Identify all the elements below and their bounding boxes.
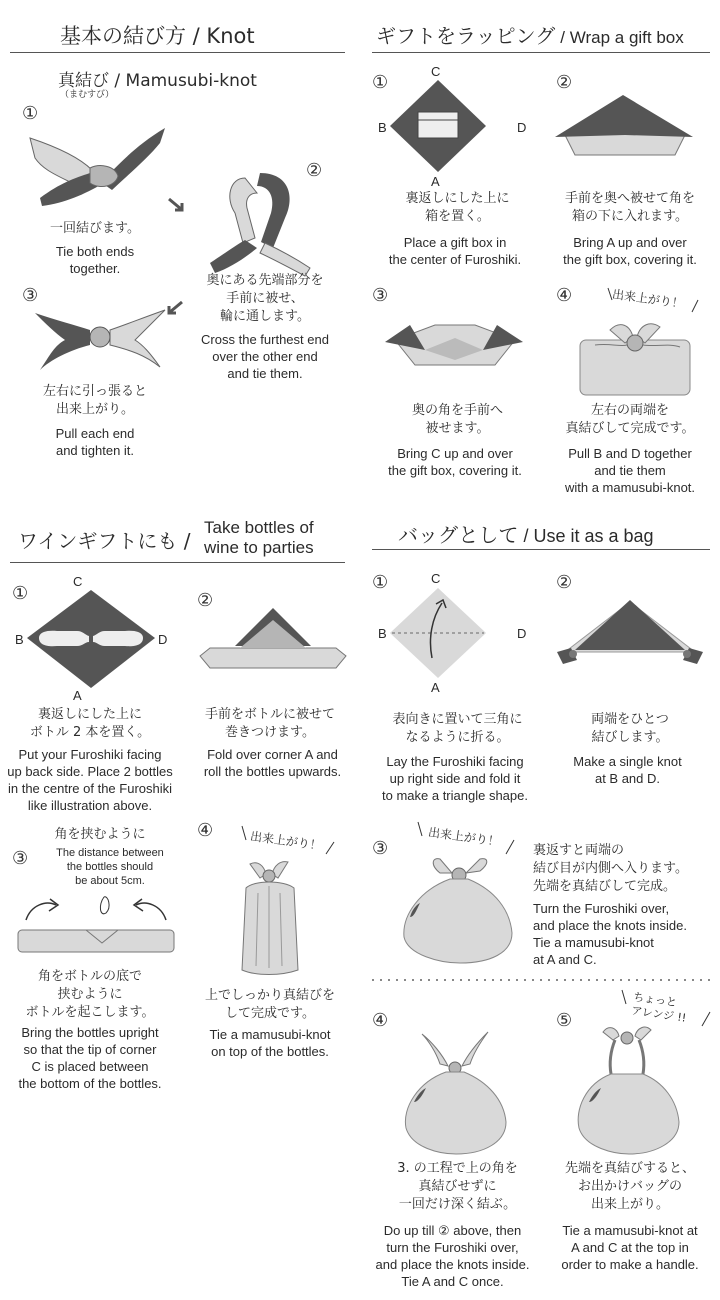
knot-step3-jp: 左右に引っ張ると 出来上がり。 [42, 384, 147, 417]
bag-step5-en: Tie a mamusubi-knot at A and C at the top in order to make a handle. [561, 1223, 699, 1272]
wine-step3-illustration [16, 885, 176, 955]
arrow-down-right-icon [165, 195, 189, 219]
gift-section-title [376, 20, 684, 49]
bag-step4-jp: 3. の工程で上の角を 真結びせずに 一回だけ深く結ぶ。 [397, 1161, 518, 1212]
bag-step3-en: Turn the Furoshiki over, and place the knots inside. Tie a mamusubi-knot at A and C. [533, 901, 687, 967]
knot-step1-jp: 一回結びます。 [50, 221, 140, 236]
gift-step4-number: ④ [556, 285, 573, 306]
bag-step4-en: Do up till ② above, then turn the Furoshiki over, and place the knots inside. Tie A and C once. [375, 1223, 530, 1289]
gift-step4-en: Pull B and D together and tie them with a mamusubi-knot. [564, 446, 696, 495]
wine-step4-illustration [236, 858, 306, 978]
gift-step1-jp: 裏返しにした上に 箱を置く。 [405, 191, 510, 224]
gift-step2-en: Bring A up and over the gift box, covering it. [563, 235, 697, 267]
gift-step3-number: ③ [372, 285, 389, 306]
gift-step4-jp: 左右の両端を 真結びして完成です。 [565, 403, 695, 436]
wine-step3-en: Bring the bottles upright so that the tip of corner C is placed between the bottom of the bottles. [18, 1025, 162, 1091]
wine-step1-en: Put your Furoshiki facing up back side. Place 2 bottles in the centre of the Furoshiki like illustration above. [7, 747, 173, 813]
bag-title-jp: バッグとして [398, 523, 519, 547]
wine-step2-number: ② [197, 590, 214, 611]
bag-step2-en: Make a single knot at B and D. [573, 754, 682, 786]
gift-step3-en: Bring C up and over the gift box, covering it. [388, 446, 522, 478]
gift-step1-illustration [390, 80, 516, 176]
bag-step3-illustration [400, 855, 520, 965]
bag-done-marks [414, 822, 514, 858]
wine-title-en: Take bottles of wine to parties [204, 518, 314, 557]
bag-step4-number: ④ [372, 1010, 389, 1031]
bag-step5-jp: 先端を真結びすると、 お出かけバッグの 出来上がり。 [564, 1161, 695, 1212]
gift-corner-d: D [517, 120, 527, 135]
wine-step2-illustration [200, 608, 346, 670]
wine-corner-c: C [73, 574, 83, 589]
gift-step1-number: ① [372, 72, 389, 93]
wine-step1-illustration [27, 590, 155, 690]
bag-step1-number: ① [372, 572, 389, 593]
bag-step1-en: Lay the Furoshiki facing up right side and fold it to make a triangle shape. [382, 754, 528, 803]
gift-step3-jp: 奥の角を手前へ 被せます。 [411, 403, 503, 436]
knot-step2-number: ② [306, 160, 323, 181]
gift-title-en: / Wrap a gift box [560, 28, 684, 47]
gift-done-note: 出来上がり！ [611, 287, 685, 311]
knot-step1-illustration [30, 128, 170, 208]
knot-step2-illustration [205, 168, 315, 278]
knot-step3-en: Pull each end and tighten it. [55, 426, 135, 458]
wine-corner-d: D [158, 632, 168, 647]
knot-step3-illustration [35, 305, 165, 375]
wine-corner-b: B [15, 632, 24, 647]
gift-corner-c: C [431, 64, 441, 79]
bag-step3-number: ③ [372, 838, 389, 859]
arrow-down-left-icon [162, 298, 186, 322]
bag-step1-jp: 表向きに置いて三角に なるように折る。 [392, 712, 523, 745]
knot-subtitle-ruby: （まむすび） [60, 90, 115, 100]
gift-step4-illustration [575, 315, 695, 395]
wine-step1-jp: 裏返しにした上に ボトル 2 本を置く。 [29, 707, 151, 740]
gift-done-marks [602, 286, 702, 312]
wine-step4-number: ④ [197, 820, 214, 841]
bag-step4-illustration [400, 1030, 510, 1155]
bag-title-en: / Use it as a bag [523, 526, 654, 546]
wine-done-marks [238, 826, 338, 856]
wine-done-note: 出来上がり！ [249, 829, 323, 853]
bag-step2-jp: 両端をひとつ 結びします。 [591, 712, 669, 745]
knot-step1-en: Tie both ends together. [55, 244, 135, 276]
knot-title-divider [10, 52, 345, 53]
gift-step2-illustration [555, 95, 695, 165]
wine-title-jp: ワインギフトにも / [18, 529, 191, 553]
bag-step1-illustration [390, 588, 516, 682]
wine-step1-number: ① [12, 583, 29, 604]
bag-section-title [398, 519, 654, 548]
gift-step2-number: ② [556, 72, 573, 93]
gift-step3-illustration [385, 320, 525, 370]
knot-section-title: 基本の結び方 / Knot [60, 24, 255, 48]
knot-subtitle: 真結び / Mamusubi-knot [58, 71, 257, 91]
bag-arrange-note: ちょっと アレンジ !! [630, 990, 688, 1025]
bag-corner-c: C [431, 571, 441, 586]
bag-corner-a: A [431, 680, 440, 695]
wine-step2-jp: 手前をボトルに被せて 巻きつけます。 [204, 707, 335, 740]
wine-step3-hint-en: The distance between the bottles should be about 5cm. [56, 847, 164, 887]
gift-corner-a: A [431, 174, 440, 189]
bag-step5-illustration [575, 1022, 685, 1157]
bag-step2-illustration [555, 600, 705, 670]
bag-step2-number: ② [556, 572, 573, 593]
wine-step4-en: Tie a mamusubi-knot on top of the bottles. [209, 1027, 331, 1059]
knot-step2-jp: 奥にある先端部分を 手前に被せ、 輪に通します。 [206, 273, 324, 324]
bag-step3-jp: 裏返すと両端の 結び目が内側へ入ります。 先端を真結びして完成。 [533, 843, 688, 894]
knot-step3-number: ③ [22, 285, 39, 306]
bag-corner-b: B [378, 626, 387, 641]
wine-step4-jp: 上でしっかり真結びを して完成です。 [204, 988, 335, 1021]
wine-step3-jp: 角をボトルの底で 挟むように ボトルを起こします。 [25, 969, 155, 1020]
wine-corner-a: A [73, 688, 82, 703]
gift-step2-jp: 手前を奥へ被せて角を 箱の下に入れます。 [564, 191, 695, 224]
gift-step1-en: Place a gift box in the center of Furoshiki. [388, 235, 522, 267]
knot-step2-en: Cross the furthest end over the other end and tie them. [201, 332, 329, 381]
bag-done-note: 出来上がり！ [427, 825, 501, 849]
bag-corner-d: D [517, 626, 527, 641]
gift-title-divider [372, 52, 710, 53]
bag-dotted-divider [372, 978, 712, 982]
wine-step3-number: ③ [12, 848, 29, 869]
knot-step1-number: ① [22, 103, 39, 124]
wine-step2-en: Fold over corner A and roll the bottles upwards. [203, 747, 342, 779]
gift-title-jp: ギフトをラッピング [376, 24, 556, 48]
gift-corner-b: B [378, 120, 387, 135]
wine-title-divider [10, 562, 345, 563]
wine-step3-hint-jp: 角を挟むように [54, 827, 146, 842]
bag-title-divider [372, 549, 710, 550]
bag-step5-number: ⑤ [556, 1010, 573, 1031]
